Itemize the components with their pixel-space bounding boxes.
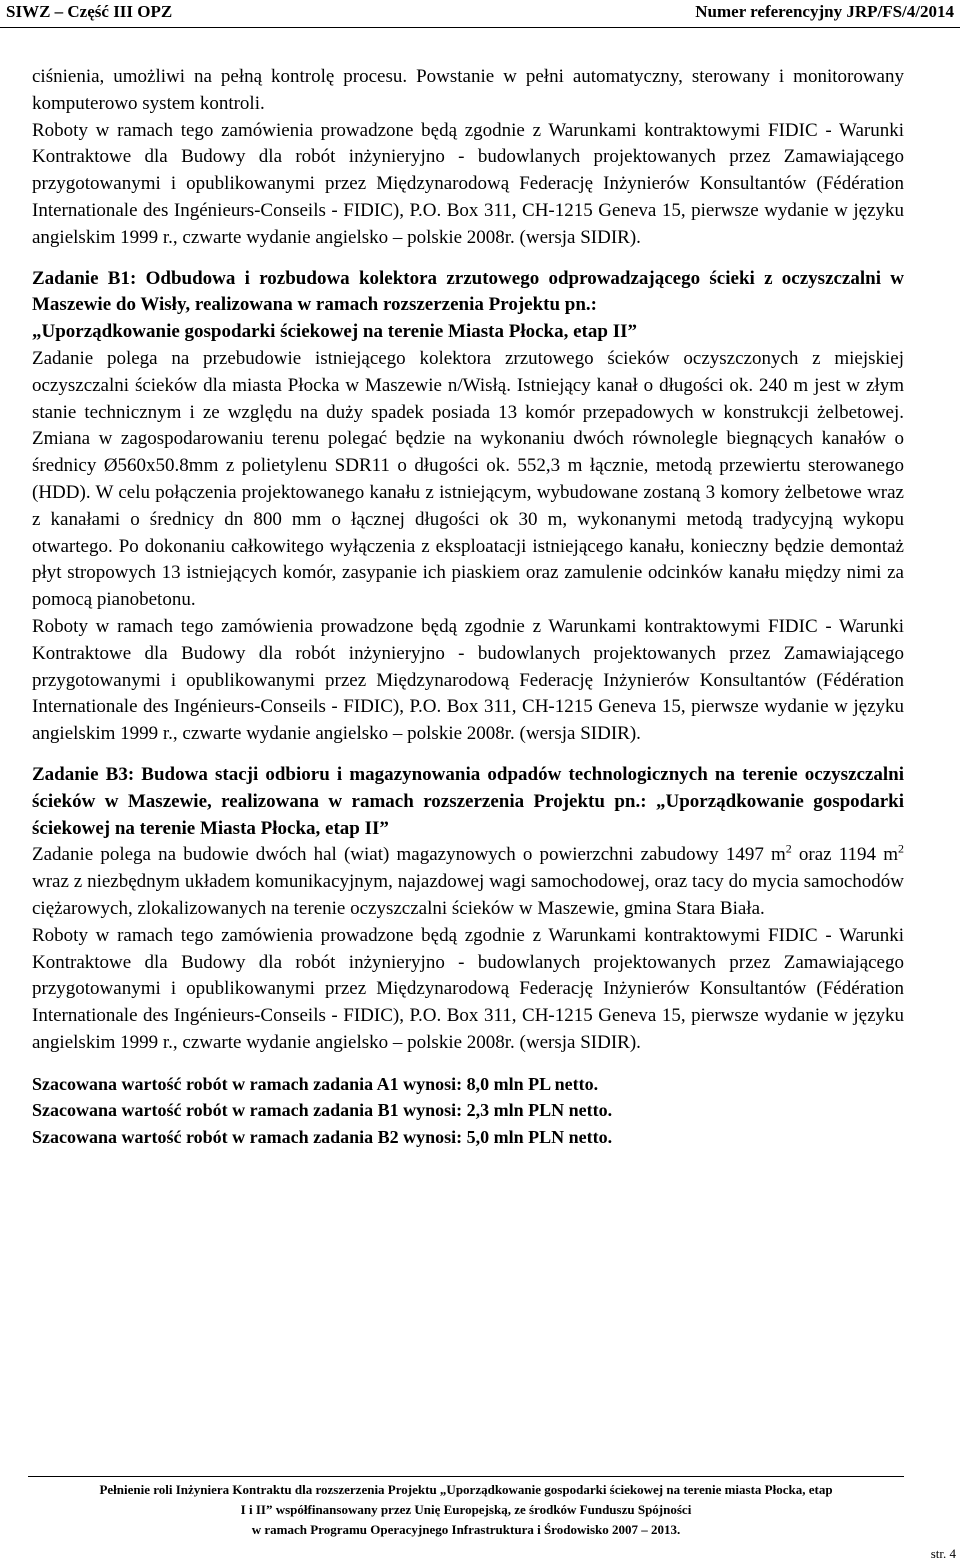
document-body [32,64,904,1151]
footer-line-1: Pełnienie roli Inżyniera Kontraktu dla rozszerzenia Projektu „Uporządkowanie gospodarki ściekowej na terenie miasta Płocka, etap [99,1482,833,1497]
task-b3-desc-part-3: wraz z niezbędnym układem komunikacyjnym, najazdowej wagi samochodowej, oraz tacy do mycia samochodów ciężarowych, zlokalizowanych na terenie oczyszczalni ścieków w Maszewie, gmina Stara Biała. [32,871,904,919]
task-b3-desc-part-2: oraz 1194 m [791,844,898,866]
task-b3-title: Zadanie B3: Budowa stacji odbioru i magazynowania odpadów technologicznych na terenie oczyszczalni ścieków w Maszewie, realizowana w ramach rozszerzenia Projektu pn.: „Uporządkowanie gospodarki ściekowej na terenie Miasta Płocka, etap II” [32,763,904,839]
task-b3-desc-part-1: Zadanie polega na budowie dwóch hal (wiat) magazynowych o powierzchni zabudowy 1497 m [32,844,786,866]
intro-fidic-paragraph: Roboty w ramach tego zamówienia prowadzone będą zgodnie z Warunkami kontraktowymi FIDIC - Warunki Kontraktowe dla Budowy dla robót inżynieryjno - budowlanych projektowanych przez Zamawiającego przygotowanymi i opublikowanymi przez Międzynarodową Federację Inżynierów Konsultantów (Fédération Internationale des Ingénieurs-Conseils - FIDIC), P.O. Box 311, CH-1215 Geneva 15, pierwsze wydanie w języku angielskim 1999 r., czwarte wydanie angielsko – polskie 2008r. (wersja SIDIR). [32,119,904,248]
footer-line-2: I i II” współfinansowany przez Unię Europejską, ze środków Funduszu Spójności [240,1502,692,1517]
footer-divider [28,1476,904,1477]
estimate-b1: Szacowana wartość robót w ramach zadania B1 wynosi: 2,3 mln PLN netto. [32,1100,613,1121]
superscript-square: 2 [785,841,792,856]
page-header [0,0,960,28]
header-reference-number: Numer referencyjny JRP/FS/4/2014 [695,2,954,21]
estimate-b2: Szacowana wartość robót w ramach zadania B2 wynosi: 5,0 mln PLN netto. [32,1127,613,1148]
task-b1-fidic-paragraph: Roboty w ramach tego zamówienia prowadzone będą zgodnie z Warunkami kontraktowymi FIDIC - Warunki Kontraktowe dla Budowy dla robót inżynieryjno - budowlanych projektowanych przez Zamawiającego przygotowanymi i opublikowanymi przez Międzynarodową Federację Inżynierów Konsultantów (Fédération Internationale des Ingénieurs-Conseils - FIDIC), P.O. Box 311, CH-1215 Geneva 15, pierwsze wydanie w języku angielskim 1999 r., czwarte wydanie angielsko – polskie 2008r. (wersja SIDIR). [32,615,904,745]
task-b1-description: Zadanie polega na przebudowie istniejącego kolektora zrzutowego ścieków oczyszczonych z miejskiej oczyszczalni ścieków dla miasta Płocka w Maszewie n/Wisłą. Istniejący kanał o długości ok. 240 m jest w złym stanie technicznym i ze względu na duży spadek posiada 13 komór przepadowych w konstrukcji żelbetowej. Zmiana w zagospodarowaniu terenu polegać będzie na wykonaniu dwóch równolegle biegnących kanałów o średnicy Ø560x50.8mm z polietylenu SDR11 o długości ok. 552,3 m łącznie, metodą przewiertu sterowanego (HDD). W celu połączenia projektowanego kanału z istniejącym, wybudowane zostaną 3 komory żelbetowe wraz z kanałami o średnicy dn 800 mm o łącznej długości ok 30 m, wykonanymi metodą tradycyjną wykopu otwartego. Po dokonaniu całkowitego wyłączenia z eksploatacji istniejącego kanału, konieczny będzie demontaż płyt stropowych 13 istniejących komór, zasypanie ich piaskiem oraz zamulenie odcinków kanału między nimi za pomocą pianobetonu. [32,347,904,611]
intro-paragraph-1: ciśnienia, umożliwi na pełną kontrolę procesu. Powstanie w pełni automatyczny, sterowany i monitorowany komputerowo system kontroli. [32,66,904,114]
task-b1-project-name: „Uporządkowanie gospodarki ściekowej na terenie Miasta Płocka, etap II” [32,321,637,343]
spacer [32,748,904,762]
task-b1-title: Zadanie B1: Odbudowa i rozbudowa kolektora zrzutowego odprowadzającego ścieki z oczyszczalni w Maszewie do Wisły, realizowana w ramach rozszerzenia Projektu pn.: [32,267,904,316]
header-divider [0,27,960,28]
task-b3-fidic-paragraph: Roboty w ramach tego zamówienia prowadzone będą zgodnie z Warunkami kontraktowymi FIDIC - Warunki Kontraktowe dla Budowy dla robót inżynieryjno - budowlanych projektowanych przez Zamawiającego przygotowanymi i opublikowanymi przez Międzynarodową Federację Inżynierów Konsultantów (Fédération Internationale des Ingénieurs-Conseils - FIDIC), P.O. Box 311, CH-1215 Geneva 15, pierwsze wydanie w języku angielskim 1999 r., czwarte wydanie angielsko – polskie 2008r. (wersja SIDIR). [32,924,904,1053]
page-number: str. 4 [930,1546,956,1561]
spacer [32,1057,904,1071]
footer-line-3: w ramach Programu Operacyjnego Infrastruktura i Środowisko 2007 – 2013. [251,1522,681,1537]
superscript-square: 2 [898,841,904,856]
header-document-title: SIWZ – Część III OPZ [6,2,173,21]
spacer [32,252,904,266]
estimate-a1: Szacowana wartość robót w ramach zadania A1 wynosi: 8,0 mln PL netto. [32,1073,599,1094]
task-b3-description [32,842,904,922]
